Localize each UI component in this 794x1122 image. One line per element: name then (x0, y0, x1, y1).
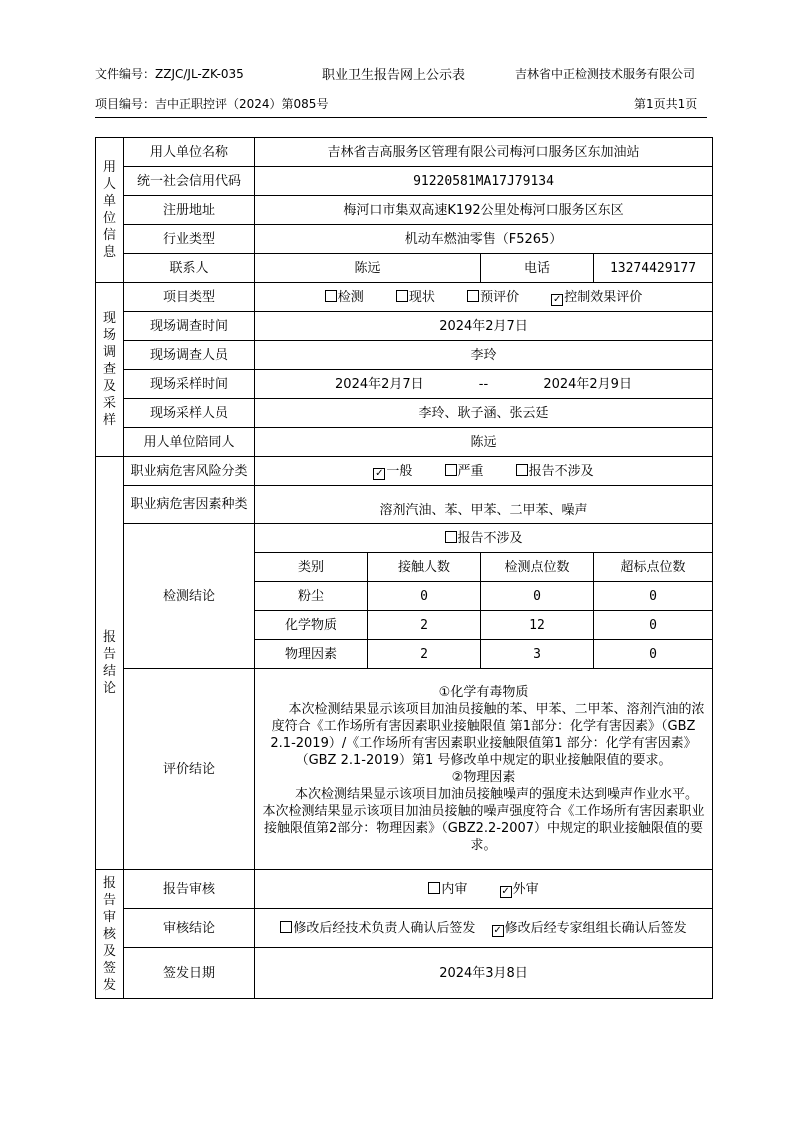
industry-label: 行业类型 (124, 225, 255, 254)
column-header-exceed: 超标点位数 (594, 553, 713, 582)
checkbox-icon[interactable] (325, 290, 337, 302)
companion-label: 用人单位陪同人 (124, 428, 255, 457)
companion: 陈远 (255, 428, 713, 457)
company-name: 吉林省中正检测技术服务有限公司 (515, 67, 696, 81)
option-general[interactable]: ✓ 一般 (375, 463, 413, 479)
surveyor: 李玲 (255, 341, 713, 370)
sampler-label: 现场采样人员 (124, 399, 255, 428)
review-result-options (255, 909, 713, 948)
checkbox-checked-icon[interactable]: ✓ (501, 885, 510, 897)
row-exceed: 0 (594, 640, 713, 669)
document-number: 文件编号：ZZJC/JL-ZK-035 (95, 67, 244, 81)
checkbox-icon[interactable] (445, 464, 457, 476)
factor-type-label: 职业病危害因素种类 (124, 486, 255, 524)
checkbox-icon[interactable] (516, 464, 528, 476)
industry: 机动车燃油零售（F5265） (255, 225, 713, 254)
checkbox-icon[interactable] (280, 921, 292, 933)
option-detection[interactable]: 检测 (325, 289, 364, 306)
checkbox-checked-icon[interactable]: ✓ (493, 924, 502, 936)
employer-name: 吉林省吉高服务区管理有限公司梅河口服务区东加油站 (255, 138, 713, 167)
row-exceed: 0 (594, 582, 713, 611)
sampling-start: 2024年2月7日 (335, 376, 424, 392)
address-label: 注册地址 (124, 196, 255, 225)
phone-number: 13274429177 (594, 254, 713, 283)
header-rule (95, 117, 707, 118)
row-exposed: 0 (368, 582, 481, 611)
checkbox-icon[interactable] (445, 531, 457, 543)
eval-paragraph-noise-limit: 本次检测结果显示该项目加油员接触的噪声强度符合《工作场所有害因素职业接触限值第2部分：物理因素》（GBZ2.2-2007）中规定的职业接触限值的要求。 (262, 804, 705, 853)
checkbox-icon[interactable] (396, 290, 408, 302)
column-header-exposed: 接触人数 (368, 553, 481, 582)
option-detection-not-involved[interactable]: 报告不涉及 (445, 530, 523, 547)
survey-time-label: 现场调查时间 (124, 312, 255, 341)
page-number: 第1页共1页 (634, 97, 698, 111)
row-exposed: 2 (368, 640, 481, 669)
survey-time: 2024年2月7日 (255, 312, 713, 341)
phone-label: 电话 (481, 254, 594, 283)
checkbox-checked-icon[interactable]: ✓ (375, 467, 384, 479)
address: 梅河口市集双高速K192公里处梅河口服务区东区 (255, 196, 713, 225)
sampling-separator: -- (478, 376, 489, 392)
eval-heading-physical: ②物理因素 (451, 770, 516, 785)
row-points: 12 (481, 611, 594, 640)
option-control-effect[interactable]: ✓ 控制效果评价 (553, 289, 643, 305)
section-review-issuance: 报 告 审 核 及 签 发 (96, 870, 124, 999)
contact-name: 陈远 (255, 254, 481, 283)
evaluation-conclusion (255, 669, 713, 870)
review-label: 报告审核 (124, 870, 255, 909)
detection-not-involved (255, 524, 713, 553)
section-employer-info: 用 人 单 位 信 息 (96, 138, 124, 283)
row-category: 粉尘 (255, 582, 368, 611)
column-header-points: 检测点位数 (481, 553, 594, 582)
option-not-involved[interactable]: 报告不涉及 (516, 463, 594, 480)
checkbox-checked-icon[interactable]: ✓ (553, 293, 562, 305)
detection-conclusion-label: 检测结论 (124, 524, 255, 669)
column-header-category: 类别 (255, 553, 368, 582)
issue-date-label: 签发日期 (124, 948, 255, 999)
project-number: 项目编号：吉中正职控评（2024）第085号 (95, 97, 329, 111)
form-title: 职业卫生报告网上公示表 (322, 68, 466, 83)
credit-code-label: 统一社会信用代码 (124, 167, 255, 196)
option-external-review[interactable]: ✓ 外审 (501, 881, 539, 897)
option-expert-lead-confirm[interactable]: ✓ 修改后经专家组组长确认后签发 (493, 920, 687, 936)
row-exposed: 2 (368, 611, 481, 640)
row-category: 物理因素 (255, 640, 368, 669)
section-report-conclusion: 报 告 结 论 (96, 457, 124, 870)
employer-name-label: 用人单位名称 (124, 138, 255, 167)
disclosure-table (95, 137, 713, 999)
checkbox-icon[interactable] (467, 290, 479, 302)
row-points: 3 (481, 640, 594, 669)
evaluation-conclusion-label: 评价结论 (124, 669, 255, 870)
credit-code: 91220581MA17J79134 (255, 167, 713, 196)
review-options (255, 870, 713, 909)
option-tech-lead-confirm[interactable]: 修改后经技术负责人确认后签发 (280, 920, 475, 937)
project-type-options (255, 283, 713, 312)
review-result-label: 审核结论 (124, 909, 255, 948)
eval-heading-chemical: ①化学有毒物质 (438, 685, 529, 700)
row-category: 化学物质 (255, 611, 368, 640)
risk-class-options (255, 457, 713, 486)
sampling-end: 2024年2月9日 (543, 376, 632, 392)
row-exceed: 0 (594, 611, 713, 640)
surveyor-label: 现场调查人员 (124, 341, 255, 370)
contact-label: 联系人 (124, 254, 255, 283)
issue-date: 2024年3月8日 (255, 948, 713, 999)
samplers: 李玲、耿子涵、张云廷 (255, 399, 713, 428)
factor-types: 溶剂汽油、苯、甲苯、二甲苯、噪声 (255, 486, 713, 524)
risk-class-label: 职业病危害风险分类 (124, 457, 255, 486)
option-pre-evaluation[interactable]: 预评价 (467, 289, 519, 306)
sampling-time-label: 现场采样时间 (124, 370, 255, 399)
section-survey-sampling: 现 场 调 查 及 采 样 (96, 283, 124, 457)
option-internal-review[interactable]: 内审 (428, 881, 467, 898)
project-type-label: 项目类型 (124, 283, 255, 312)
eval-paragraph-noise-level: 本次检测结果显示该项目加油员接触噪声的强度未达到噪声作业水平。 (295, 787, 699, 802)
checkbox-icon[interactable] (428, 882, 440, 894)
row-points: 0 (481, 582, 594, 611)
option-serious[interactable]: 严重 (445, 463, 484, 480)
option-status[interactable]: 现状 (396, 289, 435, 306)
sampling-time (255, 370, 713, 399)
eval-paragraph-chemical: 本次检测结果显示该项目加油员接触的苯、甲苯、二甲苯、溶剂汽油的浓度符合《工作场所有害因素职业接触限值 第1部分：化学有害因素》（GBZ 2.1-2019）/《工作场所有害因素职业接触限值第1 部分：化学有害因素》（GBZ 2.1-2019）第1 号修改单中规定的职业接触限值的要求。 (270, 702, 705, 768)
